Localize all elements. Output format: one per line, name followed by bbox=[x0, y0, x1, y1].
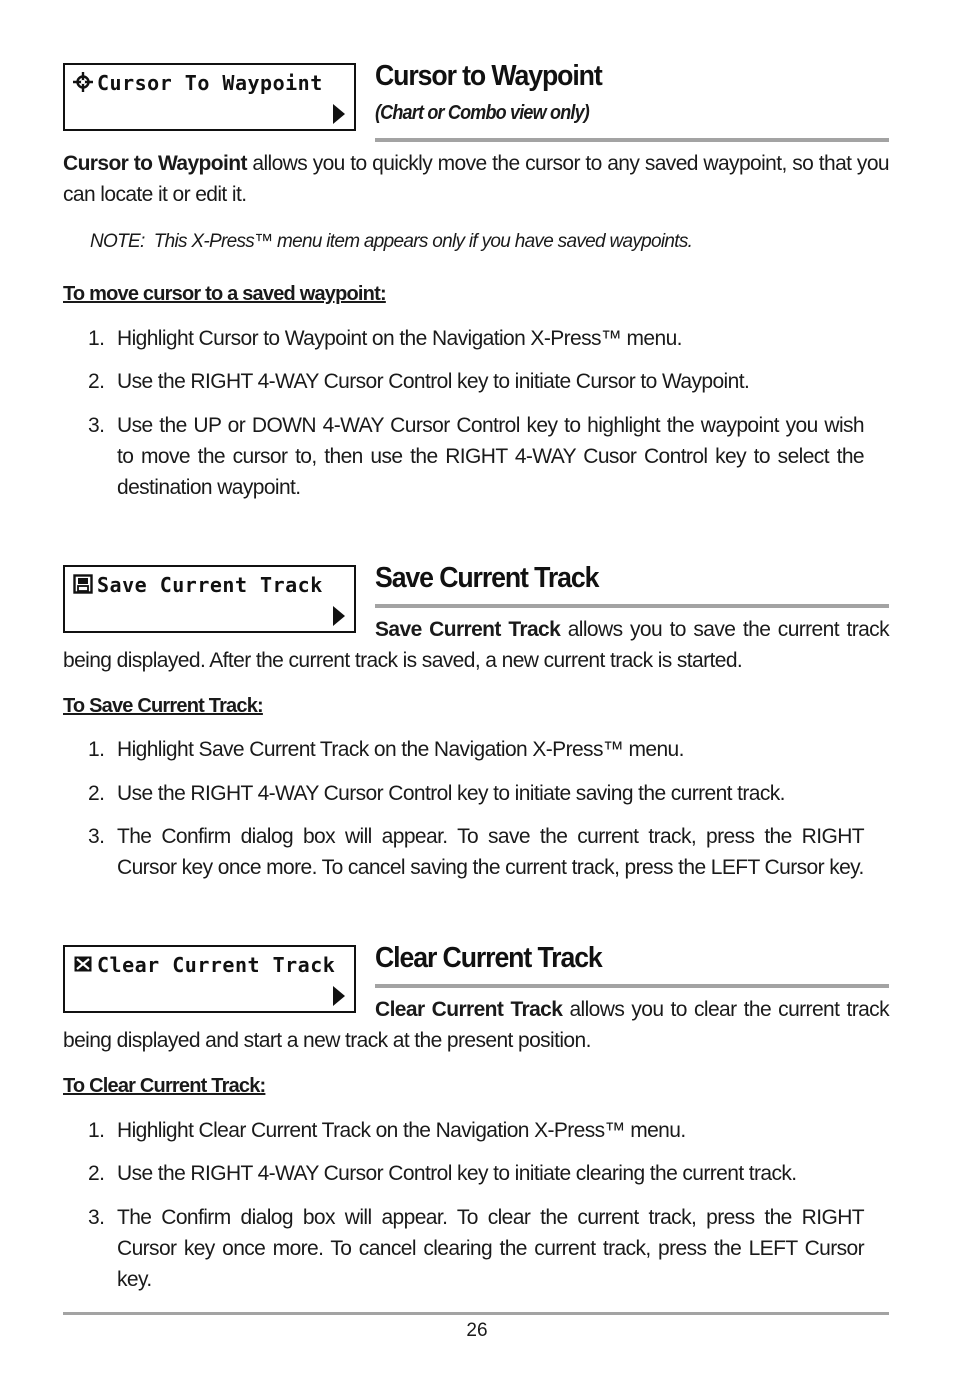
intro-text: allows you to quickly move the cursor to any saved waypoint, so that you can locate it or edit it. bbox=[63, 152, 889, 206]
step-text: Highlight Cursor to Waypoint on the Navigation X-Press™ menu. bbox=[117, 327, 682, 350]
step-text: Use the RIGHT 4-WAY Cursor Control key to initiate clearing the current track. bbox=[117, 1162, 797, 1185]
intro-bold-term: Save Current Track bbox=[375, 618, 561, 641]
intro-paragraph bbox=[63, 148, 889, 210]
step-number: 2. bbox=[88, 370, 105, 393]
step-text: Use the RIGHT 4-WAY Cursor Control key to initiate Cursor to Waypoint. bbox=[117, 370, 750, 393]
footer-rule bbox=[63, 1312, 889, 1315]
list-item bbox=[88, 366, 864, 397]
step-number: 3. bbox=[88, 414, 105, 437]
crosshair-icon bbox=[73, 72, 93, 92]
note bbox=[90, 231, 889, 253]
list-item bbox=[88, 1115, 864, 1146]
list-item bbox=[88, 410, 864, 503]
menu-label-text: Save Current Track bbox=[97, 573, 323, 597]
list-item bbox=[88, 778, 864, 809]
note-label: NOTE: bbox=[90, 231, 145, 252]
intro-bold-term: Clear Current Track bbox=[375, 998, 563, 1021]
step-number: 3. bbox=[88, 1206, 105, 1229]
step-text: Use the RIGHT 4-WAY Cursor Control key to initiate saving the current track. bbox=[117, 782, 785, 805]
step-text: The Confirm dialog box will appear. To save the current track, press the RIGHT Cursor key once more. To cancel saving the current track, press the LEFT Cursor key. bbox=[117, 825, 864, 879]
list-item bbox=[88, 323, 864, 354]
menu-label-text: Cursor To Waypoint bbox=[97, 71, 323, 95]
step-number: 3. bbox=[88, 825, 105, 848]
step-number: 1. bbox=[88, 1119, 105, 1142]
page-number: 26 bbox=[466, 1320, 488, 1341]
heading-rule bbox=[375, 138, 889, 142]
menu-item-cursor-to-waypoint bbox=[63, 63, 356, 131]
procedure-title: To Clear Current Track: bbox=[63, 1075, 266, 1097]
step-text: Highlight Save Current Track on the Navigation X-Press™ menu. bbox=[117, 738, 684, 761]
right-arrow-icon bbox=[332, 103, 346, 125]
list-item bbox=[88, 1158, 864, 1189]
clear-x-icon bbox=[73, 954, 93, 974]
intro-bold-term: Cursor to Waypoint bbox=[63, 152, 247, 175]
step-number: 2. bbox=[88, 1162, 105, 1185]
section-heading: Clear Current Track bbox=[375, 942, 602, 974]
section-heading: Cursor to Waypoint bbox=[375, 60, 602, 92]
step-text: Highlight Clear Current Track on the Navigation X-Press™ menu. bbox=[117, 1119, 686, 1142]
step-text: Use the UP or DOWN 4-WAY Cursor Control key to highlight the waypoint you wish to move the cursor to, then use the RIGHT 4-WAY Cusor Control key to select the destination waypoint. bbox=[117, 414, 864, 499]
intro-text: allows you to save the current track being displayed. After the current track is saved, a new current track is started. bbox=[63, 618, 889, 672]
intro-paragraph bbox=[63, 614, 889, 676]
note-text: This X-Press™ menu item appears only if you have saved waypoints. bbox=[153, 231, 693, 252]
list-item bbox=[88, 734, 864, 765]
step-number: 1. bbox=[88, 738, 105, 761]
list-item bbox=[88, 1202, 864, 1295]
save-disk-icon bbox=[73, 574, 93, 594]
step-number: 1. bbox=[88, 327, 105, 350]
intro-text: allows you to clear the current track being displayed and start a new track at the present position. bbox=[63, 998, 889, 1052]
intro-paragraph bbox=[63, 994, 889, 1056]
procedure-title: To Save Current Track: bbox=[63, 695, 263, 717]
procedure-title: To move cursor to a saved waypoint: bbox=[63, 283, 386, 305]
section-subheading: (Chart or Combo view only) bbox=[375, 102, 589, 124]
step-number: 2. bbox=[88, 782, 105, 805]
heading-rule bbox=[375, 984, 889, 988]
list-item bbox=[88, 821, 864, 883]
heading-rule bbox=[375, 604, 889, 608]
step-text: The Confirm dialog box will appear. To clear the current track, press the RIGHT Cursor key once more. To cancel clearing the current track, press the LEFT Cursor key. bbox=[117, 1206, 864, 1291]
section-heading: Save Current Track bbox=[375, 562, 599, 594]
menu-label-text: Clear Current Track bbox=[97, 953, 336, 977]
